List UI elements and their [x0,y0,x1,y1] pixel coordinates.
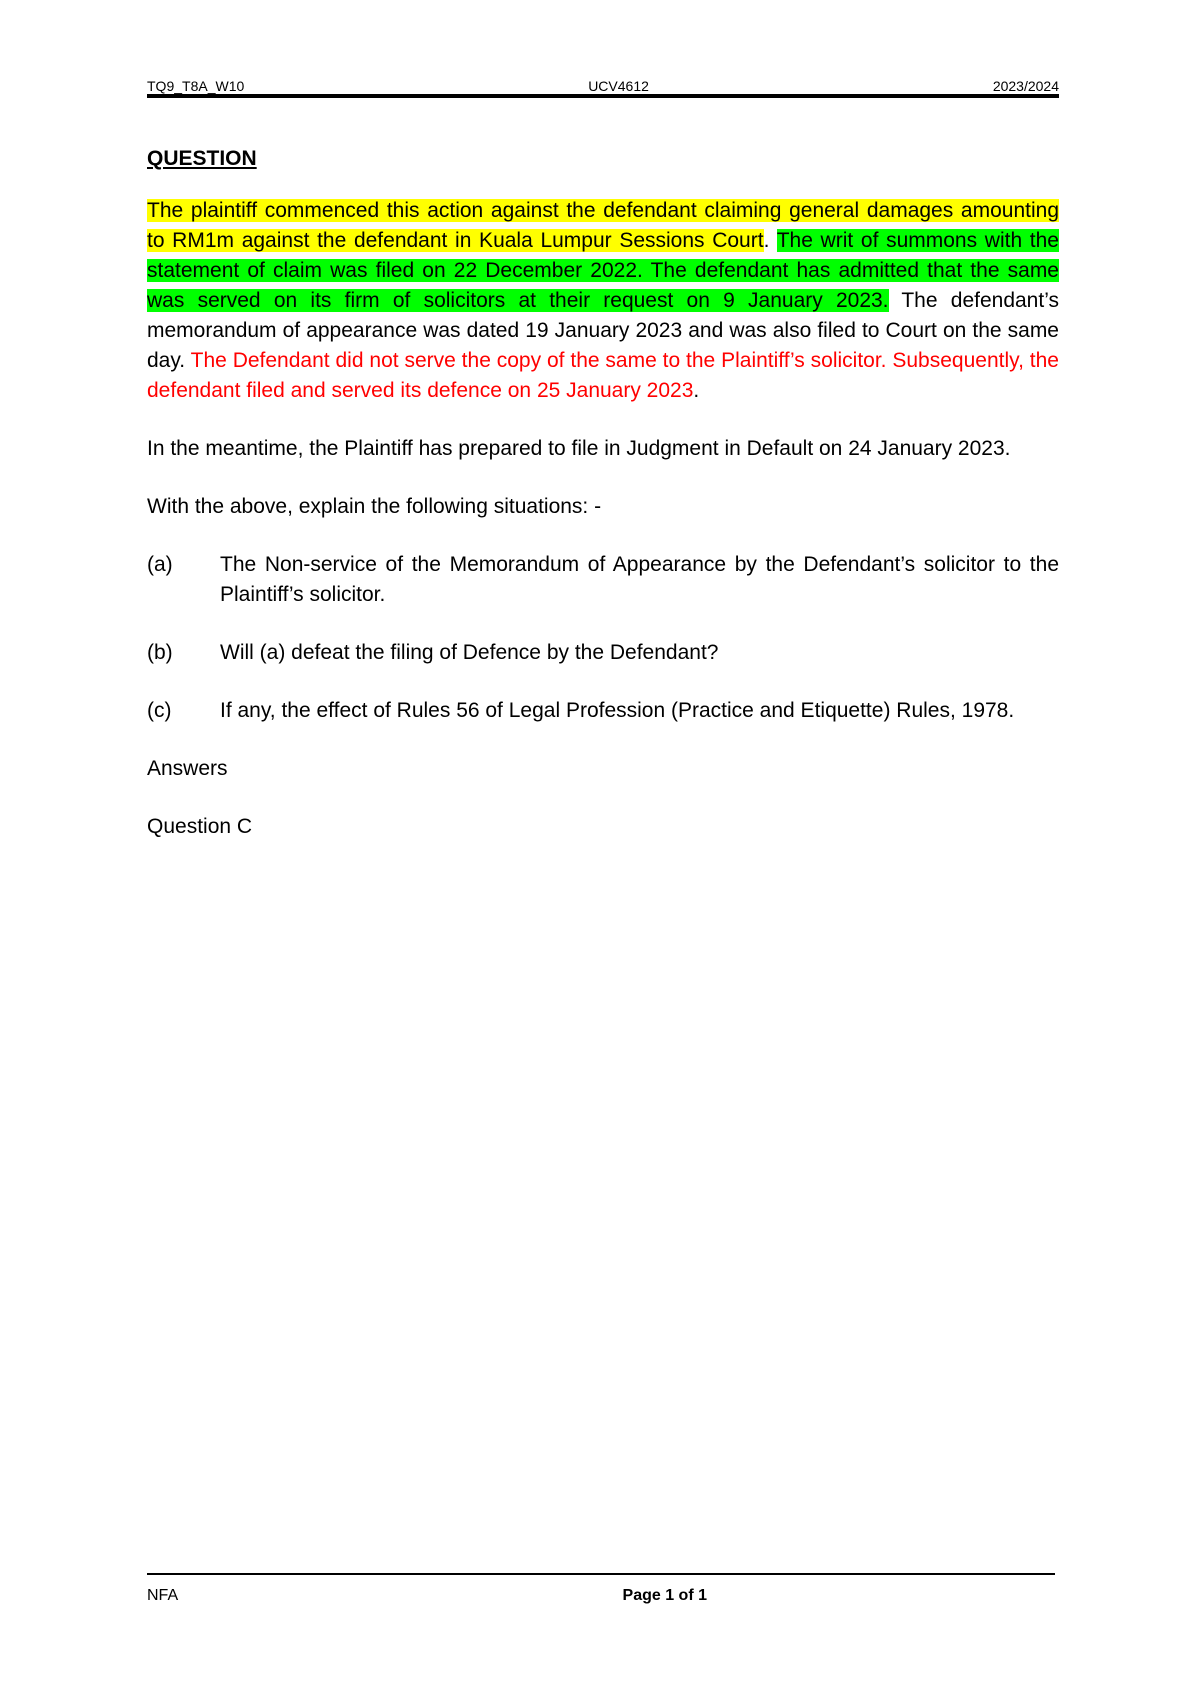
sentence-period: . [763,229,770,252]
question-title: QUESTION [147,147,257,170]
header-session: 2023/2024 [992,78,1059,94]
page-header [147,74,1059,94]
list-item-text: If any, the effect of Rules 56 of Legal Profession (Practice and Etiquette) Rules, 1978. [220,699,1015,722]
meantime-paragraph: In the meantime, the Plaintiff has prepared to file in Judgment in Default on 24 January 2023. [147,437,1011,460]
scenario-paragraph [147,196,1059,406]
footer-author: NFA [147,1587,179,1604]
highlight-green-text: The writ of summons with the statement of claim was filed on 22 December 2022. The defendant has admitted that the same was served on its firm of solicitors at their request on 9 January 2023. [147,229,1059,312]
list-item-label: (c) [147,699,172,722]
document-body [147,144,1059,870]
red-text: The Defendant did not serve the copy of the same to the Plaintiff’s solicitor. Subsequently, the defendant filed and served its defence on 25 January 2023 [147,349,1059,402]
question-c-label: Question C [147,815,253,838]
instruction-paragraph: With the above, explain the following situations: - [147,495,602,518]
answers-label: Answers [147,757,228,780]
footer-rule [147,1573,1055,1575]
paragraph-end-period: . [693,379,700,402]
header-doc-code: TQ9_T8A_W10 [147,78,245,94]
page-number: Page 1 of 1 [622,1587,707,1604]
header-course-code: UCV4612 [588,78,649,94]
list-item [147,638,1059,668]
plain-text: The defendant’s memorandum of appearance was dated 19 January 2023 and was also filed to Court on the same day. [147,289,1059,372]
list-item-label: (b) [147,641,173,664]
question-list [147,550,1059,726]
list-item-label: (a) [147,553,173,576]
header-rule [147,94,1059,98]
list-item-text: Will (a) defeat the filing of Defence by the Defendant? [220,641,719,664]
list-item [147,696,1059,726]
page-footer [147,1587,707,1605]
list-item [147,550,1059,610]
highlight-yellow-text: The plaintiff commenced this action against the defendant claiming general damages amounting to RM1m against the defendant in Kuala Lumpur Sessions Court [147,199,1059,252]
list-item-text: The Non-service of the Memorandum of Appearance by the Defendant’s solicitor to the Plaintiff’s solicitor. [220,553,1059,606]
